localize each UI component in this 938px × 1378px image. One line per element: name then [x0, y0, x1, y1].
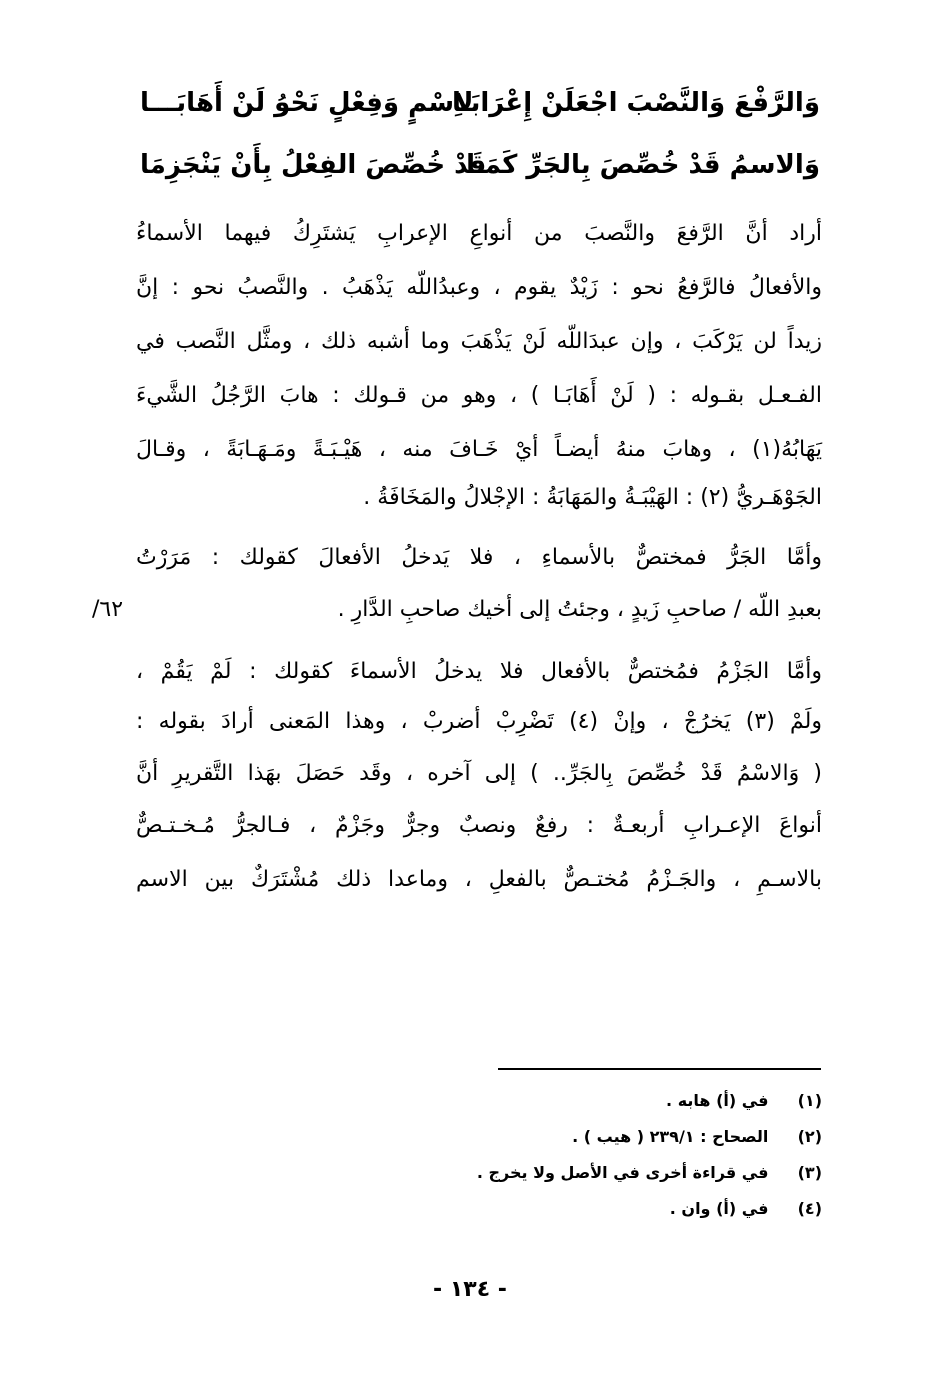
paragraph-1-line-3: زيداً لن يَرْكَبَ ، وإن عبدَاللّه لَنْ يَذْهَبَ وما أشبه ذلك ، ومثَّل النَّصب في — [136, 329, 822, 354]
paragraph-3-line-2: ولَمْ (٣) يَخرُجْ ، وإنْ (٤) تَضْرِبْ أضربْ ، وهذا المَعنى أرادَ بقوله : — [136, 709, 823, 734]
verse-line-1 — [140, 78, 820, 128]
footnote-2 — [372, 1120, 822, 1154]
footnote-2-text: الصحاح : ٢٣٩/١ ( هيب ) . — [572, 1127, 769, 1146]
footnote-1-number: (١) — [797, 1091, 822, 1110]
footnote-1-text: في (أ) هابه . — [666, 1091, 769, 1110]
verse-1-second-hemistich: لاِسْمٍ وَفِعْلٍ نَحْوُ لَنْ أَهَابَـــا — [140, 88, 474, 118]
manuscript-folio-marker: ٦٢/ — [92, 597, 124, 622]
paragraph-1-line-4: الفـعـل بقـوله : ( لَنْ أَهَابَـا ) ، وهو من قـولك : هابَ الرَّجُلُ الشَّيءَ — [136, 383, 822, 408]
footnote-4 — [372, 1192, 822, 1226]
footnote-4-number: (٤) — [797, 1199, 822, 1218]
paragraph-1-line-5: يَهَابُهُ(١) ، وهابَ منهُ أيضـاً أيْ خَـافَ منه ، هَيْـبَـةً ومَـهَـابَةً ، وقـالَ — [136, 437, 822, 462]
footnote-separator — [498, 1068, 821, 1070]
footnote-4-text: في (أ) وان . — [669, 1199, 769, 1218]
paragraph-1-line-6: الجَوْهَـريُّ (٢) : الهَيْبَـةُ والمَهَابَةُ : الإجْلالُ والمَخَافَةُ . — [363, 485, 822, 510]
footnote-3-number: (٣) — [797, 1163, 822, 1182]
verse-2-first-hemistich: وَالاسمُ قَدْ خُصِّصَ بِالجَرِّ كَمَـا — [466, 150, 820, 180]
paragraph-3-line-3: ( وَالاسْمُ قَدْ خُصِّصَ بِالجَرِّ.. ) إلى آخره ، وقَد حَصَلَ بهَذا التَّقريرِ أنَّ — [136, 761, 822, 786]
page-number: - ١٣٤ - — [433, 1277, 507, 1302]
footnote-3-text: في قراءة أخرى في الأصل ولا يخرج . — [476, 1163, 769, 1182]
paragraph-1-line-2: والأفعالُ فالرَّفعُ نحو : زَيْدٌ يقوم ، وعبدُاللّه يَذْهَبُ . والنَّصبُ نحو : إنَّ — [136, 275, 822, 300]
paragraph-3-line-1: وأمَّا الجَزْمُ فمُختصٌّ بالأفعال فلا يدخلُ الأسماءَ كقولك : لَمْ يَقُمْ ، — [136, 659, 822, 684]
paragraph-2-line-1: وأمَّا الجَرُّ فمختصٌّ بالأسماءِ ، فلا يَدخلُ الأفعالَ كقولك : مَرَرْتُ — [136, 545, 822, 570]
footnote-1 — [372, 1084, 822, 1118]
footnote-3 — [372, 1156, 822, 1190]
footnote-2-number: (٢) — [797, 1127, 822, 1146]
paragraph-2-line-2: بعبدِ اللّه / صاحبِ زَيدٍ ، وجئتُ إلى أخيك صاحبِ الدَّارِ . — [337, 597, 822, 622]
verse-2-second-hemistich: قَدْ خُصِّصَ الفِعْلُ بِأَنْ يَنْجَزِمَا — [140, 150, 487, 180]
paragraph-3-line-5: بالاسـمِ ، والجَـزْمُ مُختـصٌّ بالفعلِ ، وماعدا ذلك مُشْتَرَكٌ بين الاسم — [136, 867, 822, 892]
verse-1-first-hemistich: وَالرَّفْعَ وَالنَّصْبَ اجْعَلَنْ إِعْرَابَـا — [451, 88, 820, 118]
paragraph-1-line-1: أراد أنَّ الرَّفعَ والنَّصبَ من أنواعِ الإعرابِ يَشتَرِكُ فيهما الأسماءُ — [136, 221, 822, 246]
verse-line-2 — [140, 140, 820, 190]
paragraph-3-line-4: أنواعَ الإعـرابِ أربعـةٌ : رفعٌ ونصبٌ وجرٌّ وجَزْمٌ ، فـالجرُّ مُـخـتـصٌّ — [136, 813, 822, 838]
